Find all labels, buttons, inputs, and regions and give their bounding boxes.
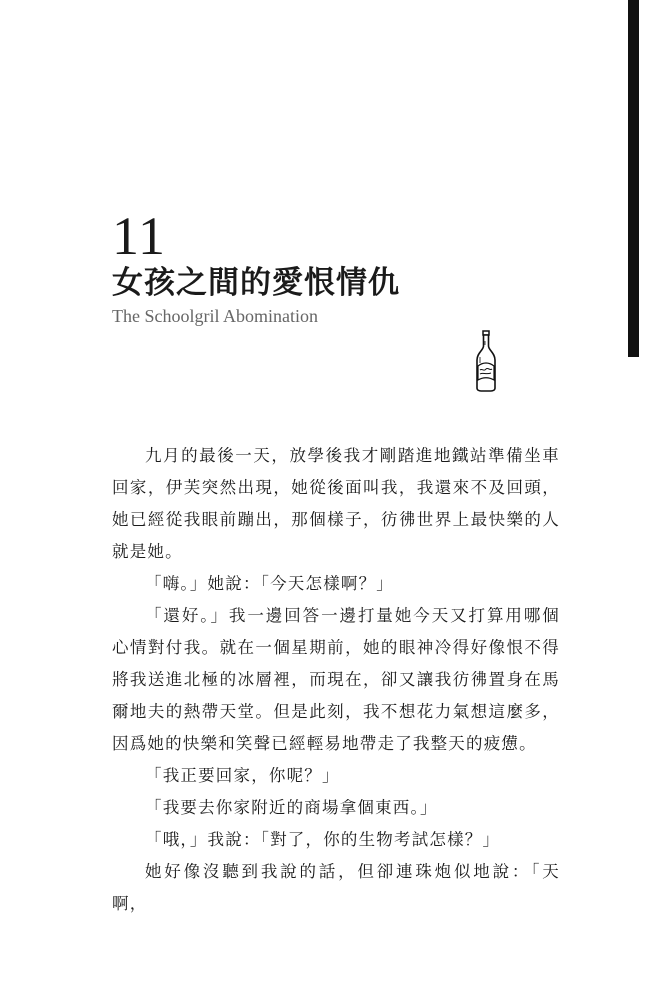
paragraph: 「嗨。」她說：「今天怎樣啊？」 <box>145 574 394 593</box>
body-text <box>112 440 560 920</box>
paragraph: 「哦，」我說：「對了，你的生物考試怎樣？」 <box>145 830 501 849</box>
paragraph: 九月的最後一天，放學後我才剛踏進地鐵站準備坐車回家，伊芙突然出現，她從後面叫我，我還來不及回頭，她已經從我眼前蹦出，那個樣子，彷彿世界上最快樂的人就是她。 <box>112 446 560 561</box>
beer-bottle-icon <box>474 330 498 392</box>
paragraph: 「還好。」我一邊回答一邊打量她今天又打算用哪個心情對付我。就在一個星期前，她的眼神冷得好像恨不得將我送進北極的冰層裡，而現在，卻又讓我彷彿置身在馬爾地夫的熱帶天堂。但是此刻，我不想花力氣想這麼多，因爲她的快樂和笑聲已經輕易地帶走了我整天的疲憊。 <box>112 606 560 753</box>
paragraph: 她好像沒聽到我說的話，但卻連珠炮似地說：「天啊， <box>112 862 560 913</box>
chapter-title: 女孩之間的愛恨情仇 <box>112 265 400 301</box>
page-edge-tab <box>628 0 639 357</box>
paragraph: 「我正要回家，你呢？」 <box>145 766 340 785</box>
chapter-subtitle: The Schoolgril Abomination <box>112 306 318 326</box>
chapter-number: 11 <box>112 206 166 266</box>
paragraph: 「我要去你家附近的商場拿個東西。」 <box>145 798 438 817</box>
